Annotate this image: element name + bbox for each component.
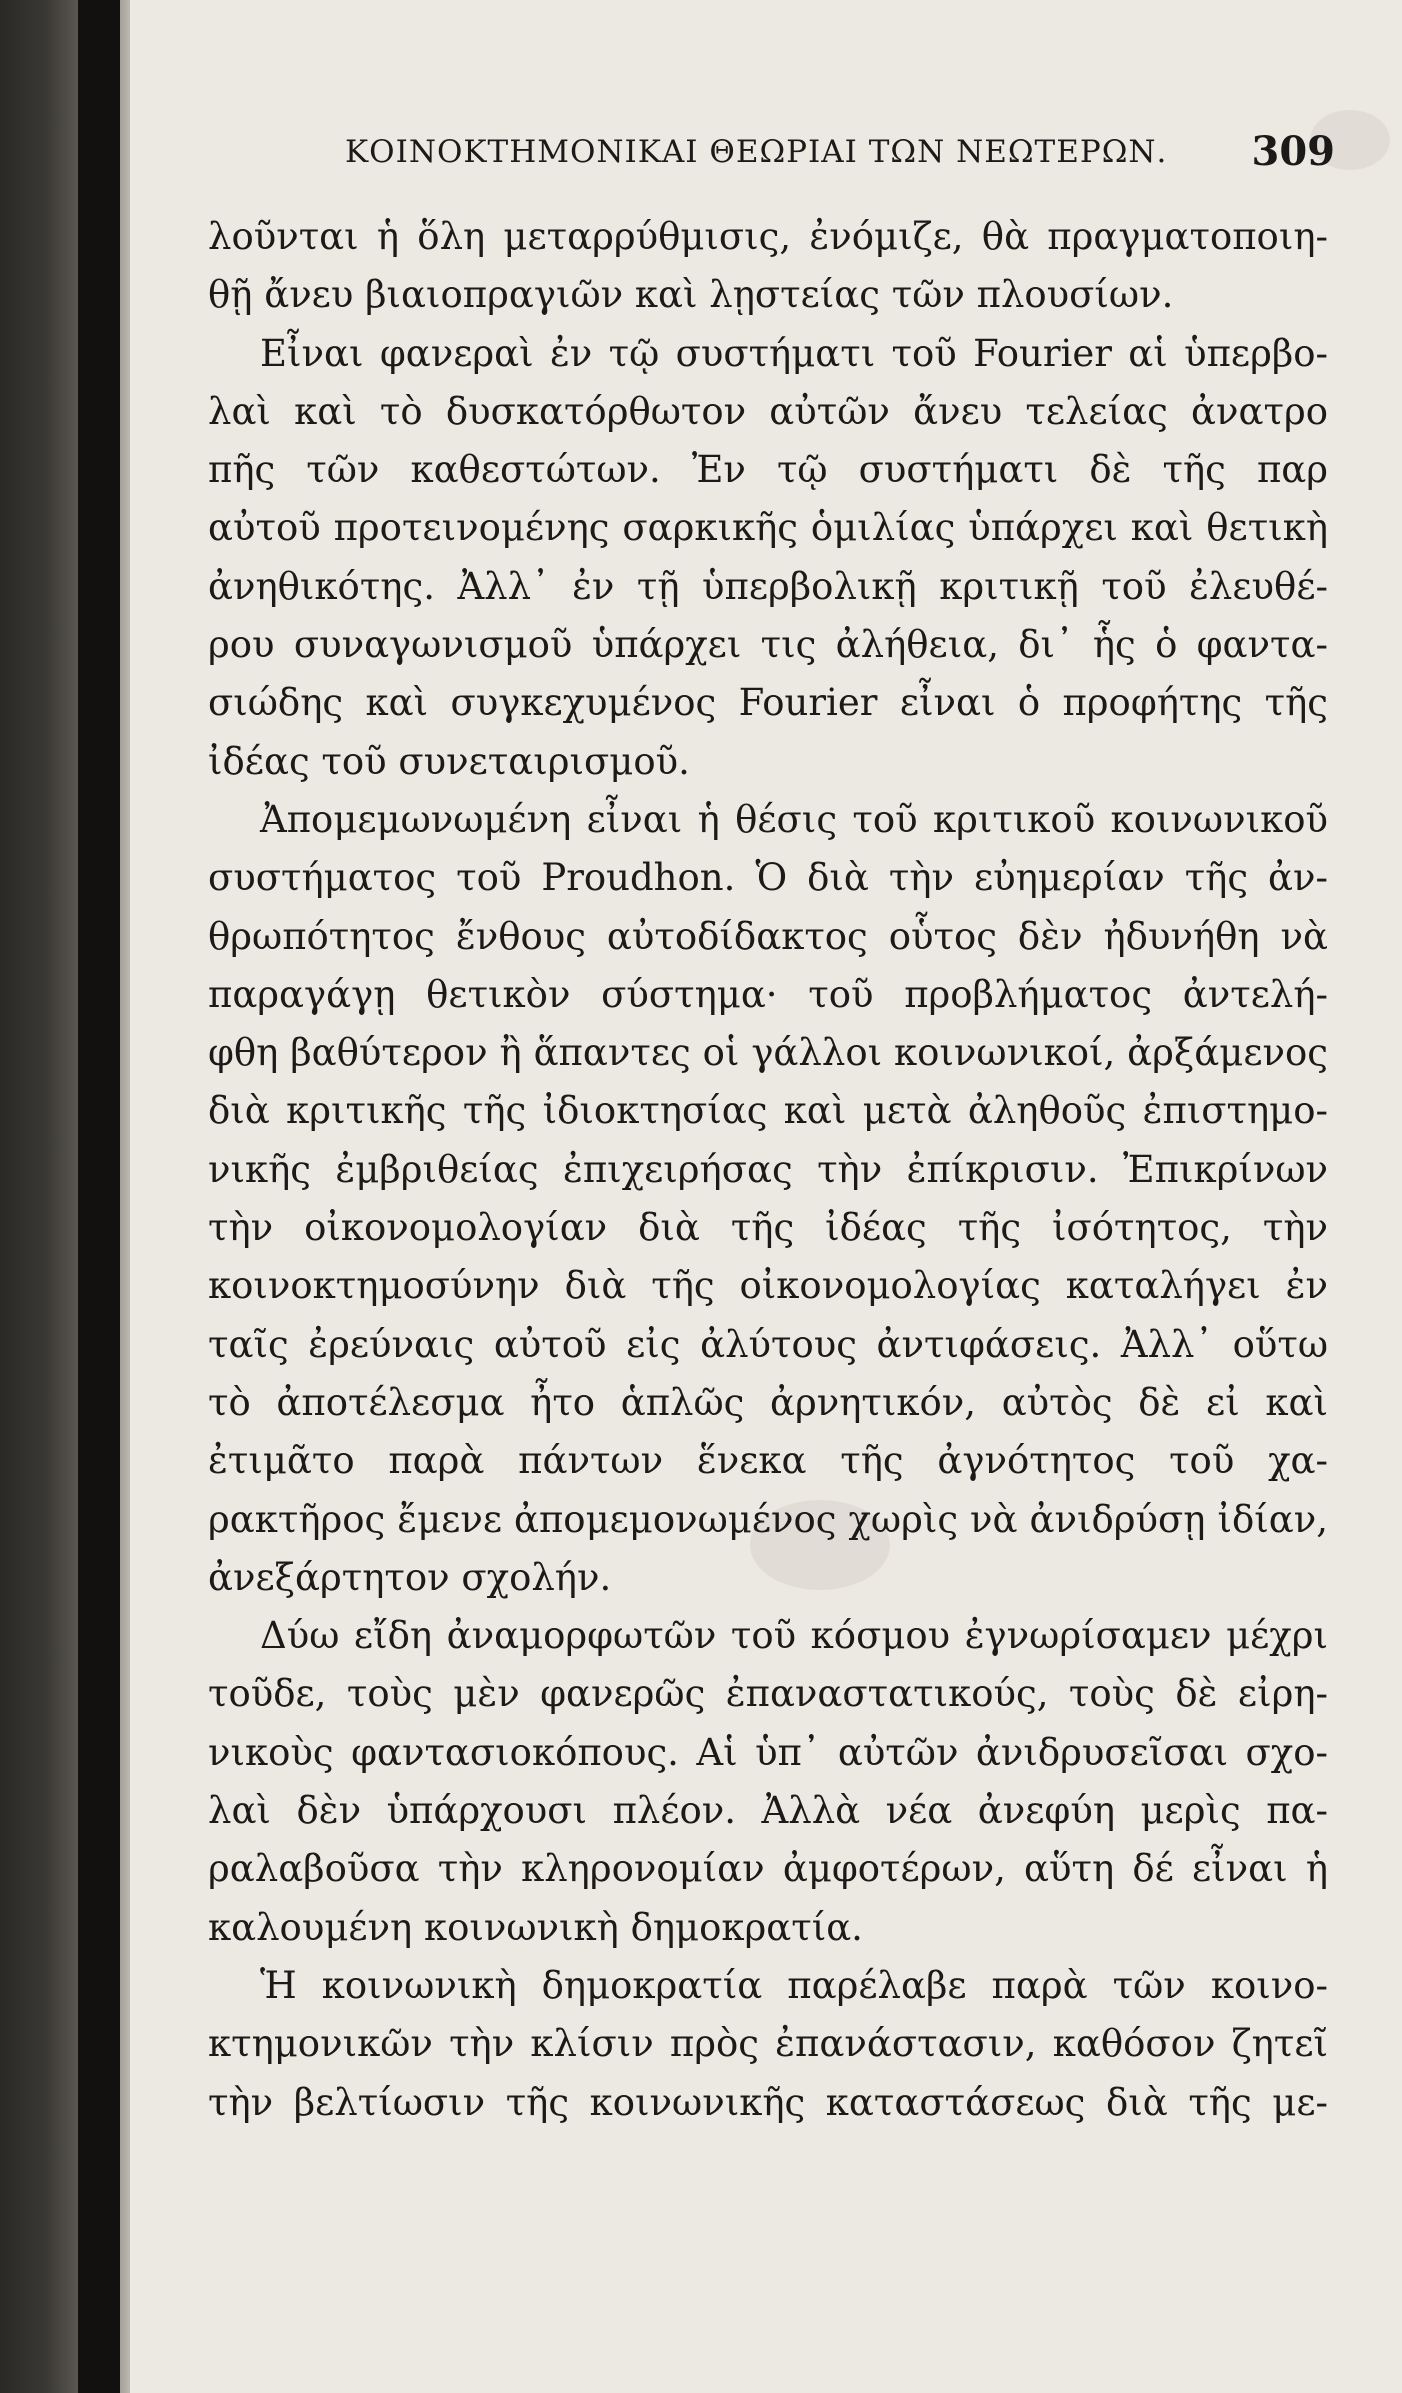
text-line: κοινοκτημοσύνην διὰ τῆς οἰκονομολογίας καταλήγει ἐν: [208, 1264, 1328, 1308]
text-line: λοῦνται ἡ ὅλη μεταρρύθμισις, ἐνόμιζε, θὰ πραγματοποιη-: [208, 215, 1328, 258]
page-header: [345, 128, 1335, 188]
text-line: ραλαβοῦσα τὴν κληρονομίαν ἀμφοτέρων, αὕτη δέ εἶναι ἡ: [208, 1847, 1328, 1891]
text-line: ἀνεξάρτητον σχολήν.: [208, 1555, 612, 1599]
text-line: παραγάγῃ θετικὸν σύστημα· τοῦ προβλήματος ἀντελή-: [208, 972, 1328, 1016]
text-line: θρωπότητος ἔνθους αὐτοδίδακτος οὗτος δὲν ἠδυνήθη νὰ: [208, 914, 1328, 958]
text-line: τὴν οἰκονομολογίαν διὰ τῆς ἰδέας τῆς ἰσότητος, τὴν: [208, 1206, 1328, 1250]
text-line: Ἡ κοινωνικὴ δημοκρατία παρέλαβε παρὰ τῶν κοινο-: [260, 1963, 1328, 2007]
page-number: 309: [1251, 128, 1335, 175]
text-line: φθη βαθύτερον ἢ ἅπαντες οἱ γάλλοι κοινωνικοί, ἀρξάμενος: [208, 1031, 1328, 1075]
text-line: ρακτῆρος ἔμενε ἀπομεμονωμένος χωρὶς νὰ ἀνιδρύσῃ ἰδίαν,: [208, 1497, 1328, 1541]
text-line: Δύω εἴδη ἀναμορφωτῶν τοῦ κόσμου ἐγνωρίσαμεν μέχρι: [260, 1614, 1328, 1658]
text-line: πῆς τῶν καθεστώτων. Ἐν τῷ συστήματι δὲ τῆς παρ: [208, 448, 1328, 492]
book-spine: [78, 0, 120, 2393]
running-head: ΚΟΙΝΟΚΤΗΜΟΝΙΚΑΙ ΘΕΩΡΙΑΙ ΤΩΝ ΝΕΩΤΕΡΩΝ.: [345, 134, 1168, 170]
body-text: [208, 208, 1328, 2132]
text-line: ταῖς ἐρεύναις αὐτοῦ εἰς ἀλύτους ἀντιφάσεις. Ἀλλ᾽ οὕτω: [208, 1322, 1328, 1366]
text-line: τοῦδε, τοὺς μὲν φανερῶς ἐπαναστατικούς, τοὺς δὲ εἰρη-: [208, 1672, 1328, 1716]
text-line: διὰ κριτικῆς τῆς ἰδιοκτησίας καὶ μετὰ ἀληθοῦς ἐπιστημο-: [208, 1089, 1328, 1133]
text-line: ἀνηθικότης. Ἀλλ᾽ ἐν τῇ ὑπερβολικῇ κριτικῇ τοῦ ἐλευθέ-: [208, 564, 1328, 608]
text-line: λαὶ δὲν ὑπάρχουσι πλέον. Ἀλλὰ νέα ἀνεφύη μερὶς πα-: [208, 1789, 1328, 1833]
text-line: καλουμένη κοινωνικὴ δημοκρατία.: [208, 1905, 863, 1949]
text-line: συστήματος τοῦ Proudhon. Ὁ διὰ τὴν εὐημερίαν τῆς ἀν-: [208, 856, 1328, 900]
text-line: νικοὺς φαντασιοκόπους. Αἱ ὑπ᾽ αὐτῶν ἀνιδρυσεῖσαι σχο-: [208, 1730, 1328, 1774]
text-line: τὸ ἀποτέλεσμα ἦτο ἁπλῶς ἀρνητικόν, αὐτὸς δὲ εἰ καὶ: [208, 1380, 1328, 1424]
text-line: Εἶναι φανεραὶ ἐν τῷ συστήματι τοῦ Fourier αἱ ὑπερβο-: [260, 331, 1328, 375]
text-line: τὴν βελτίωσιν τῆς κοινωνικῆς καταστάσεως διὰ τῆς με-: [208, 2080, 1328, 2124]
text-line: θῇ ἄνευ βιαιοπραγιῶν καὶ λῃστείας τῶν πλουσίων.: [208, 273, 1174, 317]
text-line: σιώδης καὶ συγκεχυμένος Fourier εἶναι ὁ προφήτης τῆς: [208, 681, 1328, 725]
text-line: αὐτοῦ προτεινομένης σαρκικῆς ὁμιλίας ὑπάρχει καὶ θετικὴ: [208, 506, 1328, 550]
text-line: κτημονικῶν τὴν κλίσιν πρὸς ἐπανάστασιν, καθόσον ζητεῖ: [208, 2022, 1328, 2066]
text-line: λαὶ καὶ τὸ δυσκατόρθωτον αὐτῶν ἄνευ τελείας ἀνατρο: [208, 389, 1328, 433]
text-line: ἰδέας τοῦ συνεταιρισμοῦ.: [208, 739, 690, 783]
text-line: ρου συναγωνισμοῦ ὑπάρχει τις ἀλήθεια, δι᾽ ἧς ὁ φαντα-: [208, 623, 1328, 667]
text-line: ἐτιμᾶτο παρὰ πάντων ἕνεκα τῆς ἀγνότητος τοῦ χα-: [208, 1439, 1328, 1483]
text-line: νικῆς ἐμβριθείας ἐπιχειρήσας τὴν ἐπίκρισιν. Ἐπικρίνων: [208, 1147, 1328, 1191]
text-line: Ἀπομεμωνωμένη εἶναι ἡ θέσις τοῦ κριτικοῦ κοινωνικοῦ: [260, 797, 1328, 841]
